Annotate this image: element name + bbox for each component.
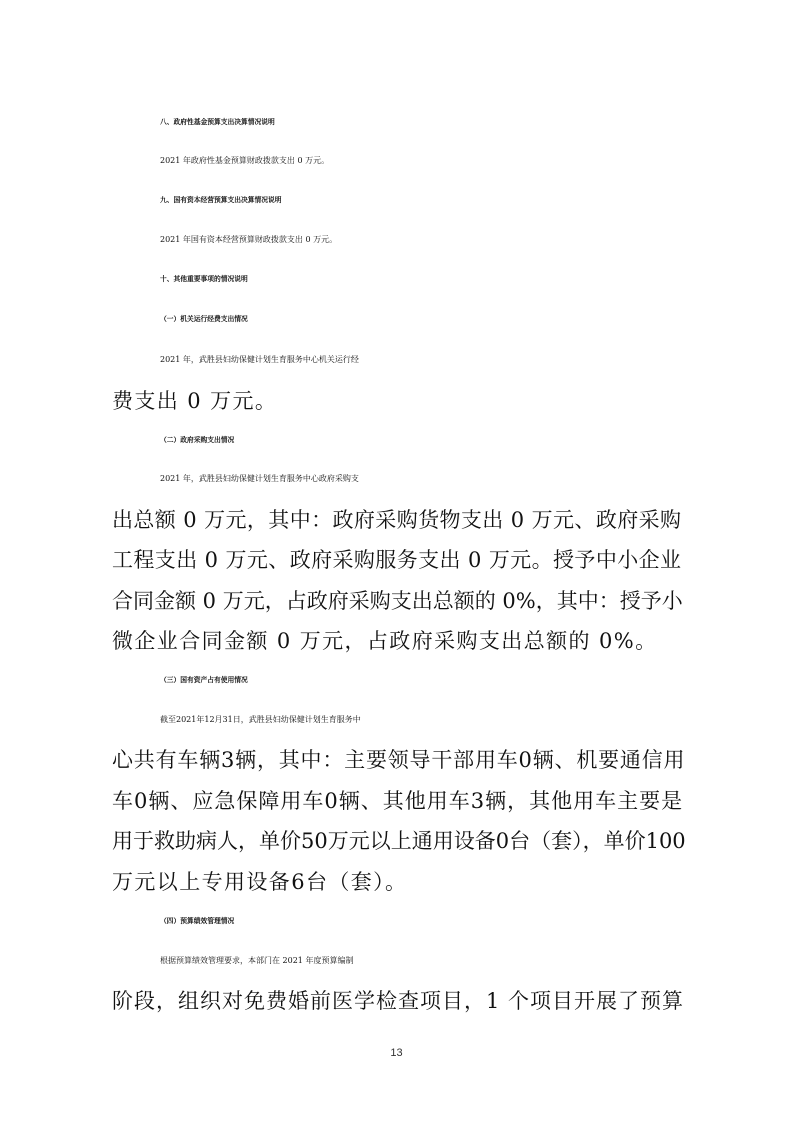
paragraph-line: 微企业合同金额 0 万元，占政府采购支出总额的 0%。: [112, 629, 658, 653]
paragraph-line: 万元以上专用设备6台（套）。: [112, 870, 408, 894]
section-heading-10: 十、其他重要事项的情况说明: [160, 275, 248, 283]
paragraph-line: 2021 年政府性基金预算财政拨款支出 0 万元。: [160, 156, 330, 165]
paragraph-line: 心共有车辆3辆，其中：主要领导干部用车0辆、机要通信用: [112, 748, 686, 772]
paragraph-line: 截至2021年12月31日，武胜县妇幼保健计划生育服务中: [160, 715, 361, 724]
section-heading-8: 八、政府性基金预算支出决算情况说明: [160, 118, 275, 126]
paragraph-line: 阶段，组织对免费婚前医学检查项目，1 个项目开展了预算: [112, 989, 685, 1013]
subsection-heading-4: （四）预算绩效管理情况: [160, 917, 235, 925]
subsection-heading-3: （三）国有资产占有使用情况: [160, 676, 248, 684]
subsection-heading-1: （一）机关运行经费支出情况: [160, 315, 248, 323]
paragraph-line: 费支出 0 万元。: [112, 389, 278, 413]
paragraph-line: 工程支出 0 万元、政府采购服务支出 0 万元。授予中小企业: [112, 548, 682, 572]
paragraph-line: 车0辆、应急保障用车0辆、其他用车3辆，其他用车主要是: [112, 789, 684, 813]
paragraph-line: 2021 年，武胜县妇幼保健计划生育服务中心机关运行经: [160, 355, 359, 364]
paragraph-line: 2021 年国有资本经营预算财政拨款支出 0 万元。: [160, 235, 338, 244]
paragraph-line: 根据预算绩效管理要求，本部门在 2021 年度预算编制: [160, 956, 354, 965]
subsection-heading-2: （二）政府采购支出情况: [160, 436, 235, 444]
paragraph-line: 出总额 0 万元，其中：政府采购货物支出 0 万元、政府采购: [112, 508, 682, 532]
paragraph-line: 用于救助病人，单价50万元以上通用设备0台（套），单价100: [112, 829, 686, 853]
section-heading-9: 九、国有资本经营预算支出决算情况说明: [160, 196, 282, 204]
paragraph-line: 合同金额 0 万元，占政府采购支出总额的 0%，其中：授予小: [112, 589, 683, 613]
page-number: 13: [390, 1047, 403, 1059]
paragraph-line: 2021 年，武胜县妇幼保健计划生育服务中心政府采购支: [160, 474, 359, 483]
